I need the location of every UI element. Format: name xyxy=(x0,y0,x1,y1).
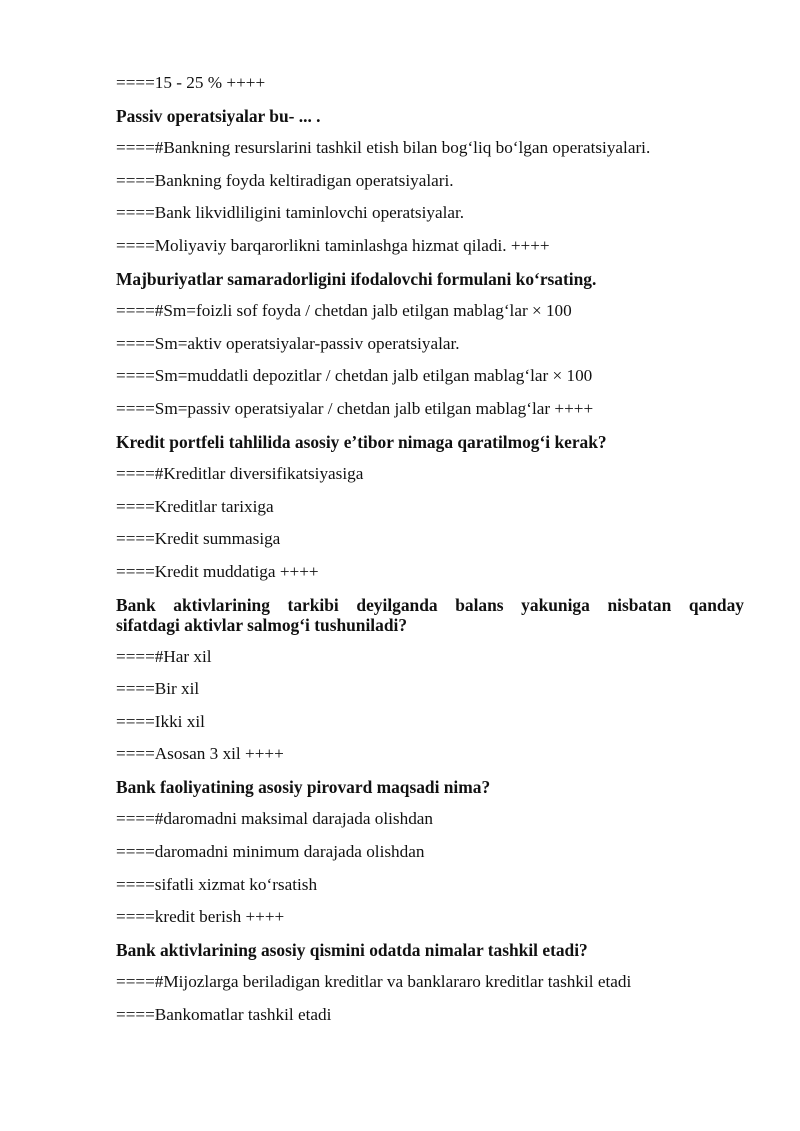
question-text: Bank faoliyatining asosiy pirovard maqsadi nima? xyxy=(116,776,491,797)
answer-option: ====Kredit muddatiga ++++ xyxy=(116,561,319,581)
answer-option: ====sifatli xizmat ko‘rsatish xyxy=(116,874,318,894)
question-text: Bank aktivlarining asosiy qismini odatda nimalar tashkil etadi? xyxy=(116,939,588,960)
answer-option: ====daromadni minimum darajada olishdan xyxy=(116,842,425,862)
answer-option: ====Kreditlar tarixiga xyxy=(116,496,274,516)
answer-option: ====#Mijozlarga beriladigan kreditlar va banklararo kreditlar tashkil etadi xyxy=(116,972,632,992)
question-text-line: Bank aktivlarining tarkibi deyilganda balans yakuniga nisbatan qanday xyxy=(116,594,744,615)
answer-option: ====#Sm=foizli sof foyda / chetdan jalb etilgan mablag‘lar × 100 xyxy=(116,301,572,321)
answer-option: ====Sm=passiv operatsiyalar / chetdan jalb etilgan mablag‘lar ++++ xyxy=(116,398,594,418)
question-text xyxy=(116,595,744,647)
answer-option: ====Bir xil xyxy=(116,679,200,699)
answer-option: ====#Kreditlar diversifikatsiyasiga xyxy=(116,464,364,484)
answer-option: ====#Har xil xyxy=(116,646,212,666)
question-text: Passiv operatsiyalar bu- ... . xyxy=(116,105,321,126)
answer-option: ====Asosan 3 xil ++++ xyxy=(116,744,284,764)
answer-option: ====#Bankning resurslarini tashkil etish bilan bog‘liq bo‘lgan operatsiyalari. xyxy=(116,138,651,158)
answer-option: ====Bankomatlar tashkil etadi xyxy=(116,1005,332,1025)
answer-option: ====Moliyaviy barqarorlikni taminlashga hizmat qiladi. ++++ xyxy=(116,235,550,255)
answer-option: ====Sm=muddatli depozitlar / chetdan jalb etilgan mablag‘lar × 100 xyxy=(116,366,593,386)
question-text-line: sifatdagi aktivlar salmog‘i tushuniladi? xyxy=(116,614,408,635)
answer-option: ====kredit berish ++++ xyxy=(116,907,285,927)
question-text: Kredit portfeli tahlilida asosiy e’tibor nimaga qaratilmog‘i kerak? xyxy=(116,431,607,452)
answer-option: ====15 - 25 % ++++ xyxy=(116,73,266,92)
answer-option: ====Bank likvidliligini taminlovchi operatsiyalar. xyxy=(116,203,465,223)
document-page xyxy=(116,73,744,1038)
question-text: Majburiyatlar samaradorligini ifodalovchi formulani ko‘rsating. xyxy=(116,268,597,289)
answer-option: ====#daromadni maksimal darajada olishdan xyxy=(116,809,434,829)
answer-option: ====Ikki xil xyxy=(116,711,205,731)
answer-option: ====Bankning foyda keltiradigan operatsiyalari. xyxy=(116,170,454,190)
answer-option: ====Kredit summasiga xyxy=(116,529,281,549)
answer-option: ====Sm=aktiv operatsiyalar-passiv operatsiyalar. xyxy=(116,333,460,353)
